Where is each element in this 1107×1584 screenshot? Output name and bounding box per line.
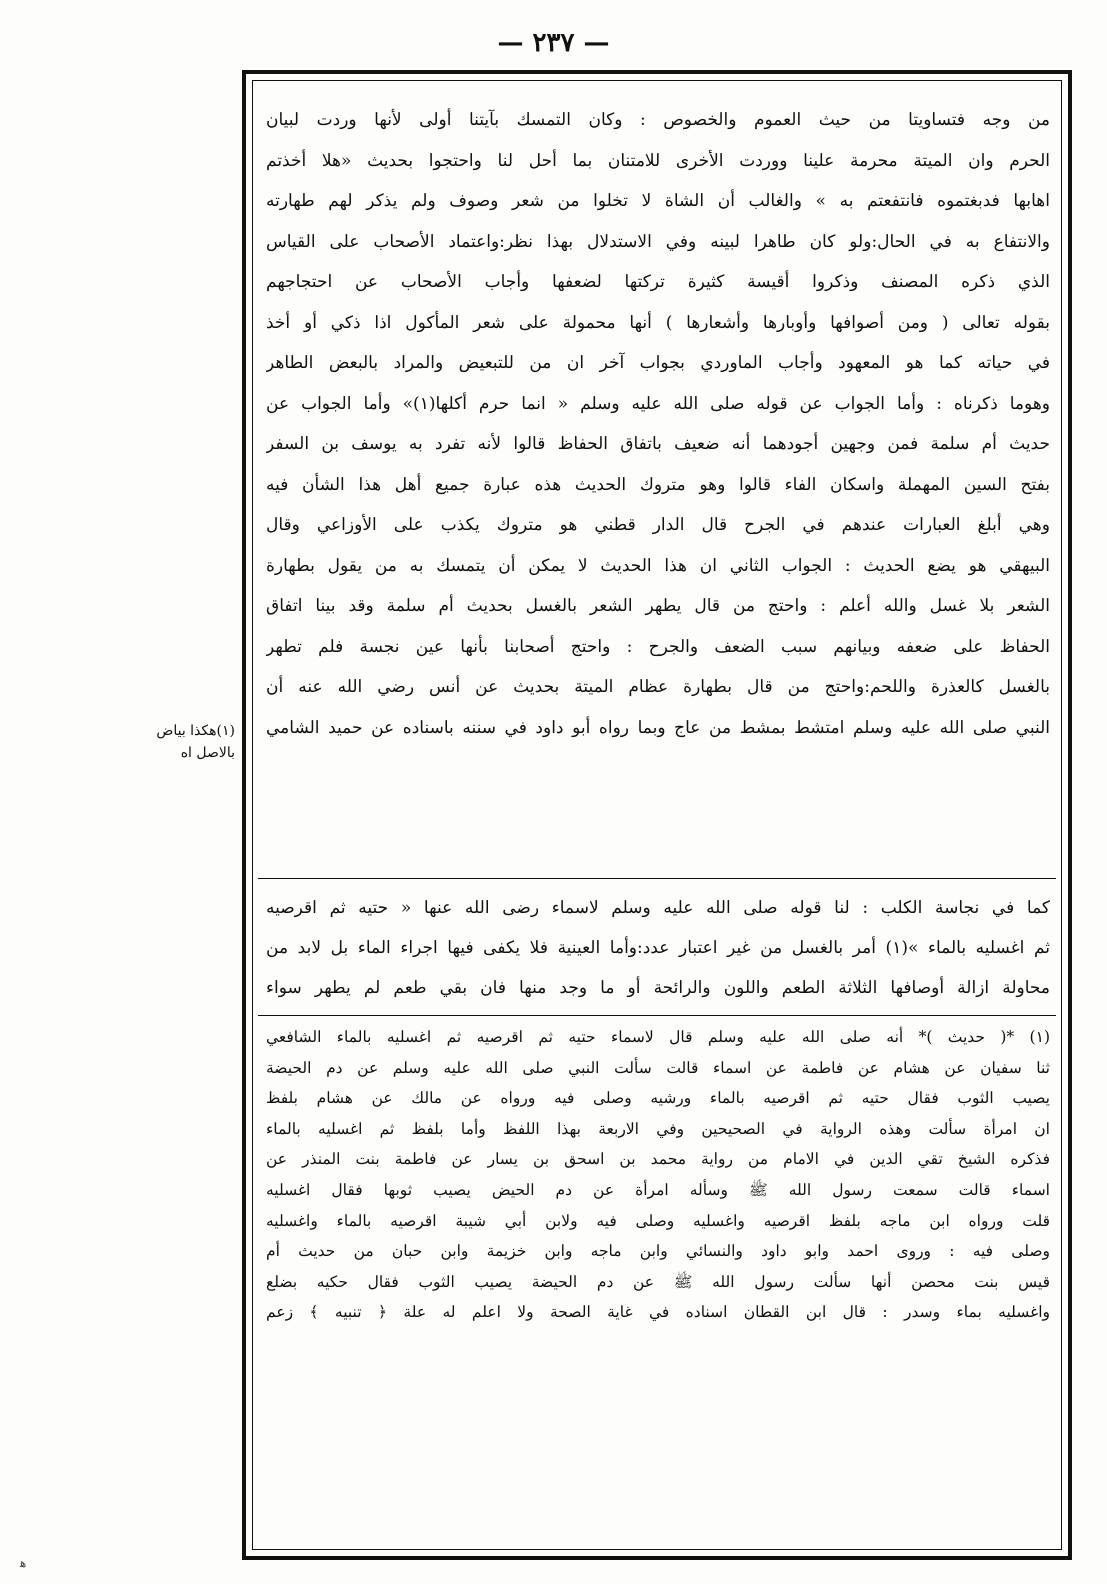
commentary-line: كما في نجاسة الكلب : لنا قوله صلى الله عليه وسلم لاسماء رضى الله عنها « حتيه ثم اقرصيه <box>266 898 1050 918</box>
commentary-text <box>266 888 1050 1008</box>
footnote-line: فذكره الشيخ تقي الدين في الامام من رواية محمد بن اسحق بن يسار عن فاطمة بنت المنذر عن <box>266 1150 1050 1169</box>
footnote-line: (١) *( حديث )* أنه صلى الله عليه وسلم قال لاسماء حتيه ثم اقرصيه ثم اغسليه بالماء الشافعي <box>266 1028 1050 1046</box>
main-text-line: الحرم وان الميتة محرمة علينا ووردت الأخرى للامتنان بما أحل لنا واحتجوا بحديث «هلا أخذتم <box>266 150 1050 171</box>
main-text-line: من وجه فتساويتا من حيث العموم والخصوص : وكان التمسك بآيتنا أولى لأنها وردت لبيان <box>266 110 1050 130</box>
commentary-line: محاولة ازالة أوصافها الثلاثة الطعم واللون والرائحة أو ما وجد منها فان بقي طعم لم يطهر سواء <box>266 978 1050 998</box>
margin-note <box>110 720 235 764</box>
footnote-line: ان امرأة سألت وهذه الرواية في الصحيحين وفي الاربعة بهذا اللفظ وأما بلفظ ثم اغسليه بالماء <box>266 1119 1050 1138</box>
commentary-line: ثم اغسليه بالماء »(١) أمر بالغسل من غير اعتبار عدد:وأما العينية فلا يكفى فيها اجراء الماء بل لابد من <box>266 938 1050 958</box>
footnote-line: قيس بنت محصن أنها سألت رسول الله ﷺ عن دم الحيضة يصيب الثوب فقال حكيه بضلع <box>266 1272 1050 1291</box>
main-text-line: البيهقي هو يضع الحديث : الجواب الثاني ان هذا الحديث لا يمكن أن يتمسك به من يقول بطهارة <box>266 555 1050 576</box>
main-body-text <box>266 100 1050 748</box>
main-text-line: حديث أم سلمة فمن وجهين أجودهما أنه ضعيف باتفاق الحفاظ قالوا لأنه تفرد به يوسف بن السفر <box>266 434 1050 454</box>
main-text-line: النبي صلى الله عليه وسلم امتشط بمشط من عاج وبما رواه أبو داود في سننه باسناده عن حميد الشامي <box>266 717 1050 738</box>
main-text-line: الحفاظ على ضعفه وبيانهم سبب الضعف والجرح : واحتج أصحابنا بأنها عين نجسة فلم تطهر <box>266 636 1050 657</box>
footnote-line: وصلى فيه : وروى احمد وابو داود والنسائي وابن ماجه وابن خزيمة وابن حبان من حديث أم <box>266 1242 1050 1261</box>
section-divider <box>258 878 1056 879</box>
main-text-line: بفتح السين المهملة واسكان الفاء قالوا وهو متروك الحديث هذه عبارة جميع أهل هذا الشأن فيه <box>266 474 1050 495</box>
margin-note-line: (١)هكذا بياض <box>156 723 235 739</box>
footnote-line: ثنا سفيان عن هشام عن فاطمة عن اسماء قالت سألت النبي صلى الله عليه وسلم عن دم الحيضة <box>266 1058 1050 1077</box>
main-text-line: اهابها فدبغتموه فانتفعتم به » والغالب أن الشاة لا تخلوا من شعر وصوف ولم يذكر لهم طهارته <box>266 191 1050 211</box>
margin-mark: ﻫ <box>20 1556 27 1570</box>
main-text-line: الذي ذكره المصنف وذكروا أقيسة كثيرة تركتها لضعفها وأجاب الأصحاب عن احتجاجهم <box>266 272 1050 292</box>
main-text-line: والانتفاع به في الحال:ولو كان طاهرا لبينه وفي الاستدلال بهذا نظر:واعتماد الأصحاب على القياس <box>266 231 1050 252</box>
main-text-line: وهي أبلغ العبارات عندهم في الجرح قال الدار قطني هو متروك يكذب على الأوزاعي وقال <box>266 515 1050 535</box>
footnote-divider <box>258 1015 1056 1016</box>
main-text-line: الشعر بلا غسل والله أعلم : واحتج من قال يطهر الشعر بالغسل بحديث أم سلمة وقد بينا اتفاق <box>266 596 1050 616</box>
footnote-line: اسماء قالت سمعت رسول الله ﷺ وسأله امرأة عن دم الحيض يصيب ثوبها فقال اغسليه <box>266 1180 1050 1199</box>
page-number: — ٢٣٧ — <box>497 28 610 58</box>
footnote-line: قلت ورواه ابن ماجه بلفظ اقرصيه واغسليه وصلى فيه ولابن أبي شيبة اقرصيه بالماء واغسليه <box>266 1211 1050 1230</box>
main-text-line: في حياته كما هو المعهود وأجاب الماوردي بجواب آخر ان من للتبعيض والمراد بالبعض الطاهر <box>266 353 1050 373</box>
main-text-line: بقوله تعالى ( ومن أصوافها وأوبارها وأشعارها ) أنها محمولة على شعر المأكول اذا ذكي أو أخذ <box>266 312 1050 333</box>
footnote-line: يصيب الثوب فقال حتيه ثم اقرصيه بالماء ورشيه وصلى فيه ورواه عن مالك عن هشام بلفظ <box>266 1089 1050 1108</box>
main-text-line: وهوما ذكرناه : وأما الجواب عن قوله صلى الله عليه وسلم « انما حرم أكلها(١)» وأما الجواب عن <box>266 393 1050 414</box>
footnote-line: واغسليه بماء وسدر : قال ابن القطان اسناده في غاية الصحة ولا اعلم له علة ﴿ تنبيه ﴾ زعم <box>266 1303 1050 1322</box>
margin-note-line: بالاصل اه <box>180 745 235 761</box>
footnotes <box>266 1022 1050 1328</box>
main-text-line: بالغسل كالعذرة واللحم:واحتج من قال بطهارة عظام الميتة بحديث عن أنس رضي الله عنه أن <box>266 677 1050 697</box>
